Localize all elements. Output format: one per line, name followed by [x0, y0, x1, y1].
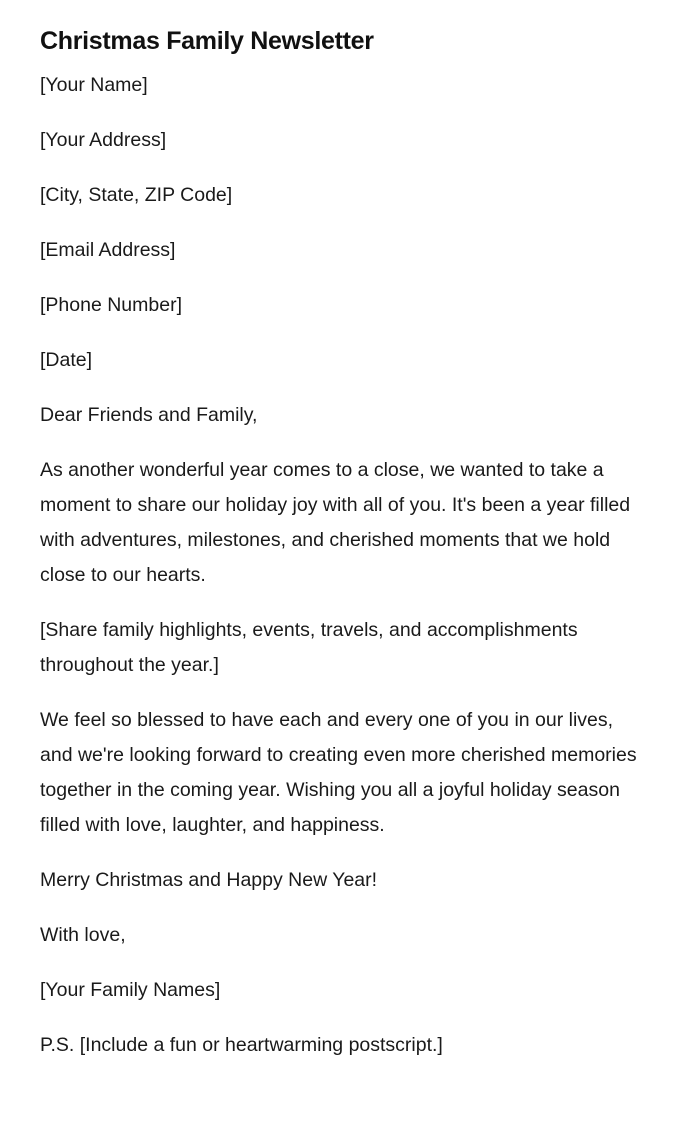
holiday-greeting: Merry Christmas and Happy New Year! — [40, 869, 378, 891]
sender-email: [Email Address] — [40, 239, 176, 261]
letter-date: [Date] — [40, 349, 93, 371]
postscript: P.S. [Include a fun or heartwarming postscript.] — [40, 1034, 443, 1056]
sender-name: [Your Name] — [40, 74, 148, 96]
body-paragraph-wishes: We feel so blessed to have each and every one of you in our lives, and we're looking forward to creating even more cherished memories together in the coming year. Wishing you all a joyful holiday season filled with love, laughter, and happiness. — [40, 709, 637, 836]
sender-city-state-zip: [City, State, ZIP Code] — [40, 184, 233, 206]
body-paragraph-highlights: [Share family highlights, events, travels, and accomplishments throughout the year.] — [40, 619, 578, 676]
sender-address: [Your Address] — [40, 129, 167, 151]
sender-phone: [Phone Number] — [40, 294, 182, 316]
body-paragraph-intro: As another wonderful year comes to a close, we wanted to take a moment to share our holiday joy with all of you. It's been a year filled with adventures, milestones, and cherished moments that we hold close to our hearts. — [40, 459, 631, 586]
salutation: Dear Friends and Family, — [40, 404, 258, 426]
signature: [Your Family Names] — [40, 979, 221, 1001]
newsletter-document — [40, 24, 650, 1083]
closing: With love, — [40, 924, 126, 946]
document-title: Christmas Family Newsletter — [40, 27, 374, 55]
